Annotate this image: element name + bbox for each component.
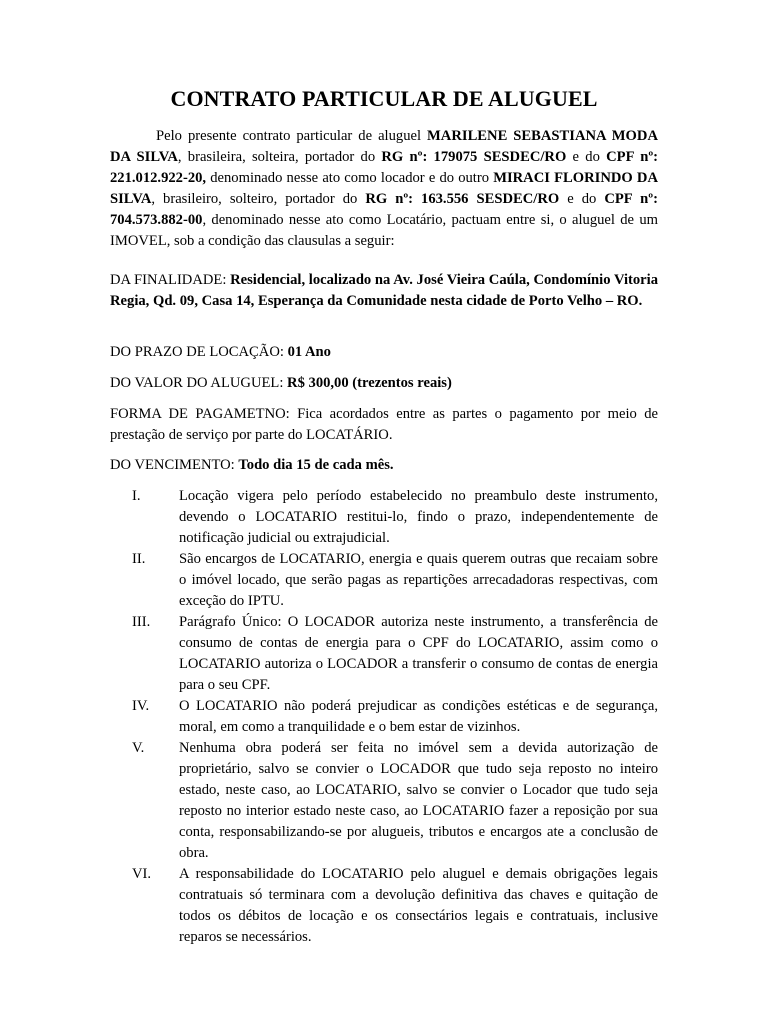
- valor-value: R$ 300,00 (trezentos reais): [287, 375, 452, 391]
- locador-rg: RG nº: 179075 SESDEC/RO: [381, 149, 567, 165]
- clause-item: [110, 486, 658, 549]
- clause-item: [110, 864, 658, 948]
- finalidade-paragraph: [110, 270, 658, 312]
- clause-number: I.: [132, 488, 141, 504]
- clause-item: [110, 738, 658, 864]
- clause-item: [110, 549, 658, 612]
- clause-text: O LOCATARIO não poderá prejudicar as condições estéticas e de segurança, moral, em como a tranquilidade e o bem estar de vizinhos.: [179, 698, 658, 735]
- clause-text: Nenhuma obra poderá ser feita no imóvel sem a devida autorização de proprietário, salvo se convier o LOCADOR que tudo seja reposto no inteiro estado, neste caso, ao LOCATARIO, salvo se convier o Locador que tudo seja reposto no interior estado neste caso, ao LOCATARIO fazer a reposição por sua conta, responsabilizando-se por alugueis, tributos e encargos ate a conclusão de obra.: [179, 740, 658, 861]
- finalidade-value: Residencial, localizado na Av. José Vieira Caúla, Condomínio Vitoria Regia, Qd. 09, Casa 14, Esperança da Comunidade nesta cidade de Porto Velho – RO.: [110, 272, 658, 309]
- locador-name: MARILENE SEBASTIANA MODA DA SILVA: [110, 128, 658, 165]
- locatario-cpf: CPF nº: 704.573.882-00: [110, 191, 658, 228]
- clauses-list: [110, 486, 658, 948]
- clause-number: III.: [132, 614, 151, 630]
- locador-cpf: CPF nº: 221.012.922-20,: [110, 149, 658, 186]
- clause-item: [110, 612, 658, 696]
- clause-text: A responsabilidade do LOCATARIO pelo aluguel e demais obrigações legais contratuais só terminara com a devolução definitiva das chaves e quitação de todos os débitos de locação e os consectários legais e contratuais, inclusive reparos se necessários.: [179, 866, 658, 945]
- intro-text-1: Pelo presente contrato particular de aluguel: [156, 128, 428, 144]
- intro-text-2: , brasileira, solteira, portador do: [177, 149, 382, 165]
- page-title: CONTRATO PARTICULAR DE ALUGUEL: [170, 86, 598, 111]
- intro-text-7: , denominado nesse ato como Locatário, pactuam entre si, o aluguel de um IMOVEL, sob a condição das clausulas a seguir:: [110, 212, 658, 249]
- prazo-label: DO PRAZO DE LOCAÇÃO:: [110, 344, 288, 360]
- valor-label: DO VALOR DO ALUGUEL:: [110, 375, 288, 391]
- prazo-paragraph: [110, 342, 658, 363]
- locatario-name: MIRACI FLORINDO DA SILVA: [110, 170, 658, 207]
- locatario-rg: RG nº: 163.556 SESDEC/RO: [365, 191, 560, 207]
- prazo-value: 01 Ano: [287, 344, 331, 360]
- intro-paragraph: [110, 126, 658, 252]
- clause-text: Parágrafo Único: O LOCADOR autoriza neste instrumento, a transferência de consumo de contas de energia para o CPF do LOCATARIO, assim como o LOCATARIO autoriza o LOCADOR a transferir o consumo de contas de energia para o seu CPF.: [179, 614, 658, 693]
- finalidade-label: DA FINALIDADE:: [110, 272, 231, 288]
- clause-item: [110, 696, 658, 738]
- intro-text-5: , brasileiro, solteiro, portador do: [151, 191, 366, 207]
- clause-number: IV.: [132, 698, 150, 714]
- vencimento-paragraph: [110, 455, 658, 476]
- clause-text: Locação vigera pelo período estabelecido no preambulo deste instrumento, devendo o LOCATARIO restitui-lo, findo o prazo, independentemente de notificação judicial ou extrajudicial.: [179, 488, 658, 546]
- clause-text: São encargos de LOCATARIO, energia e quais querem outras que recaiam sobre o imóvel locado, que serão pagas as repartições arrecadadoras respectivas, com exceção do IPTU.: [179, 551, 658, 609]
- clause-number: V.: [132, 740, 145, 756]
- intro-text-3: e do: [566, 149, 607, 165]
- clause-number: VI.: [132, 866, 152, 882]
- vencimento-label: DO VENCIMENTO:: [110, 457, 239, 473]
- clause-number: II.: [132, 551, 146, 567]
- vencimento-value: Todo dia 15 de cada mês.: [238, 457, 394, 473]
- intro-text-4: denominado nesse ato como locador e do outro: [206, 170, 494, 186]
- forma-paragraph: [110, 404, 658, 446]
- forma-text: Fica acordados entre as partes o pagamento por meio de prestação de serviço por parte do LOCATÁRIO.: [110, 406, 658, 443]
- forma-label: FORMA DE PAGAMETNO:: [110, 406, 298, 422]
- intro-text-6: e do: [559, 191, 605, 207]
- valor-paragraph: [110, 373, 658, 394]
